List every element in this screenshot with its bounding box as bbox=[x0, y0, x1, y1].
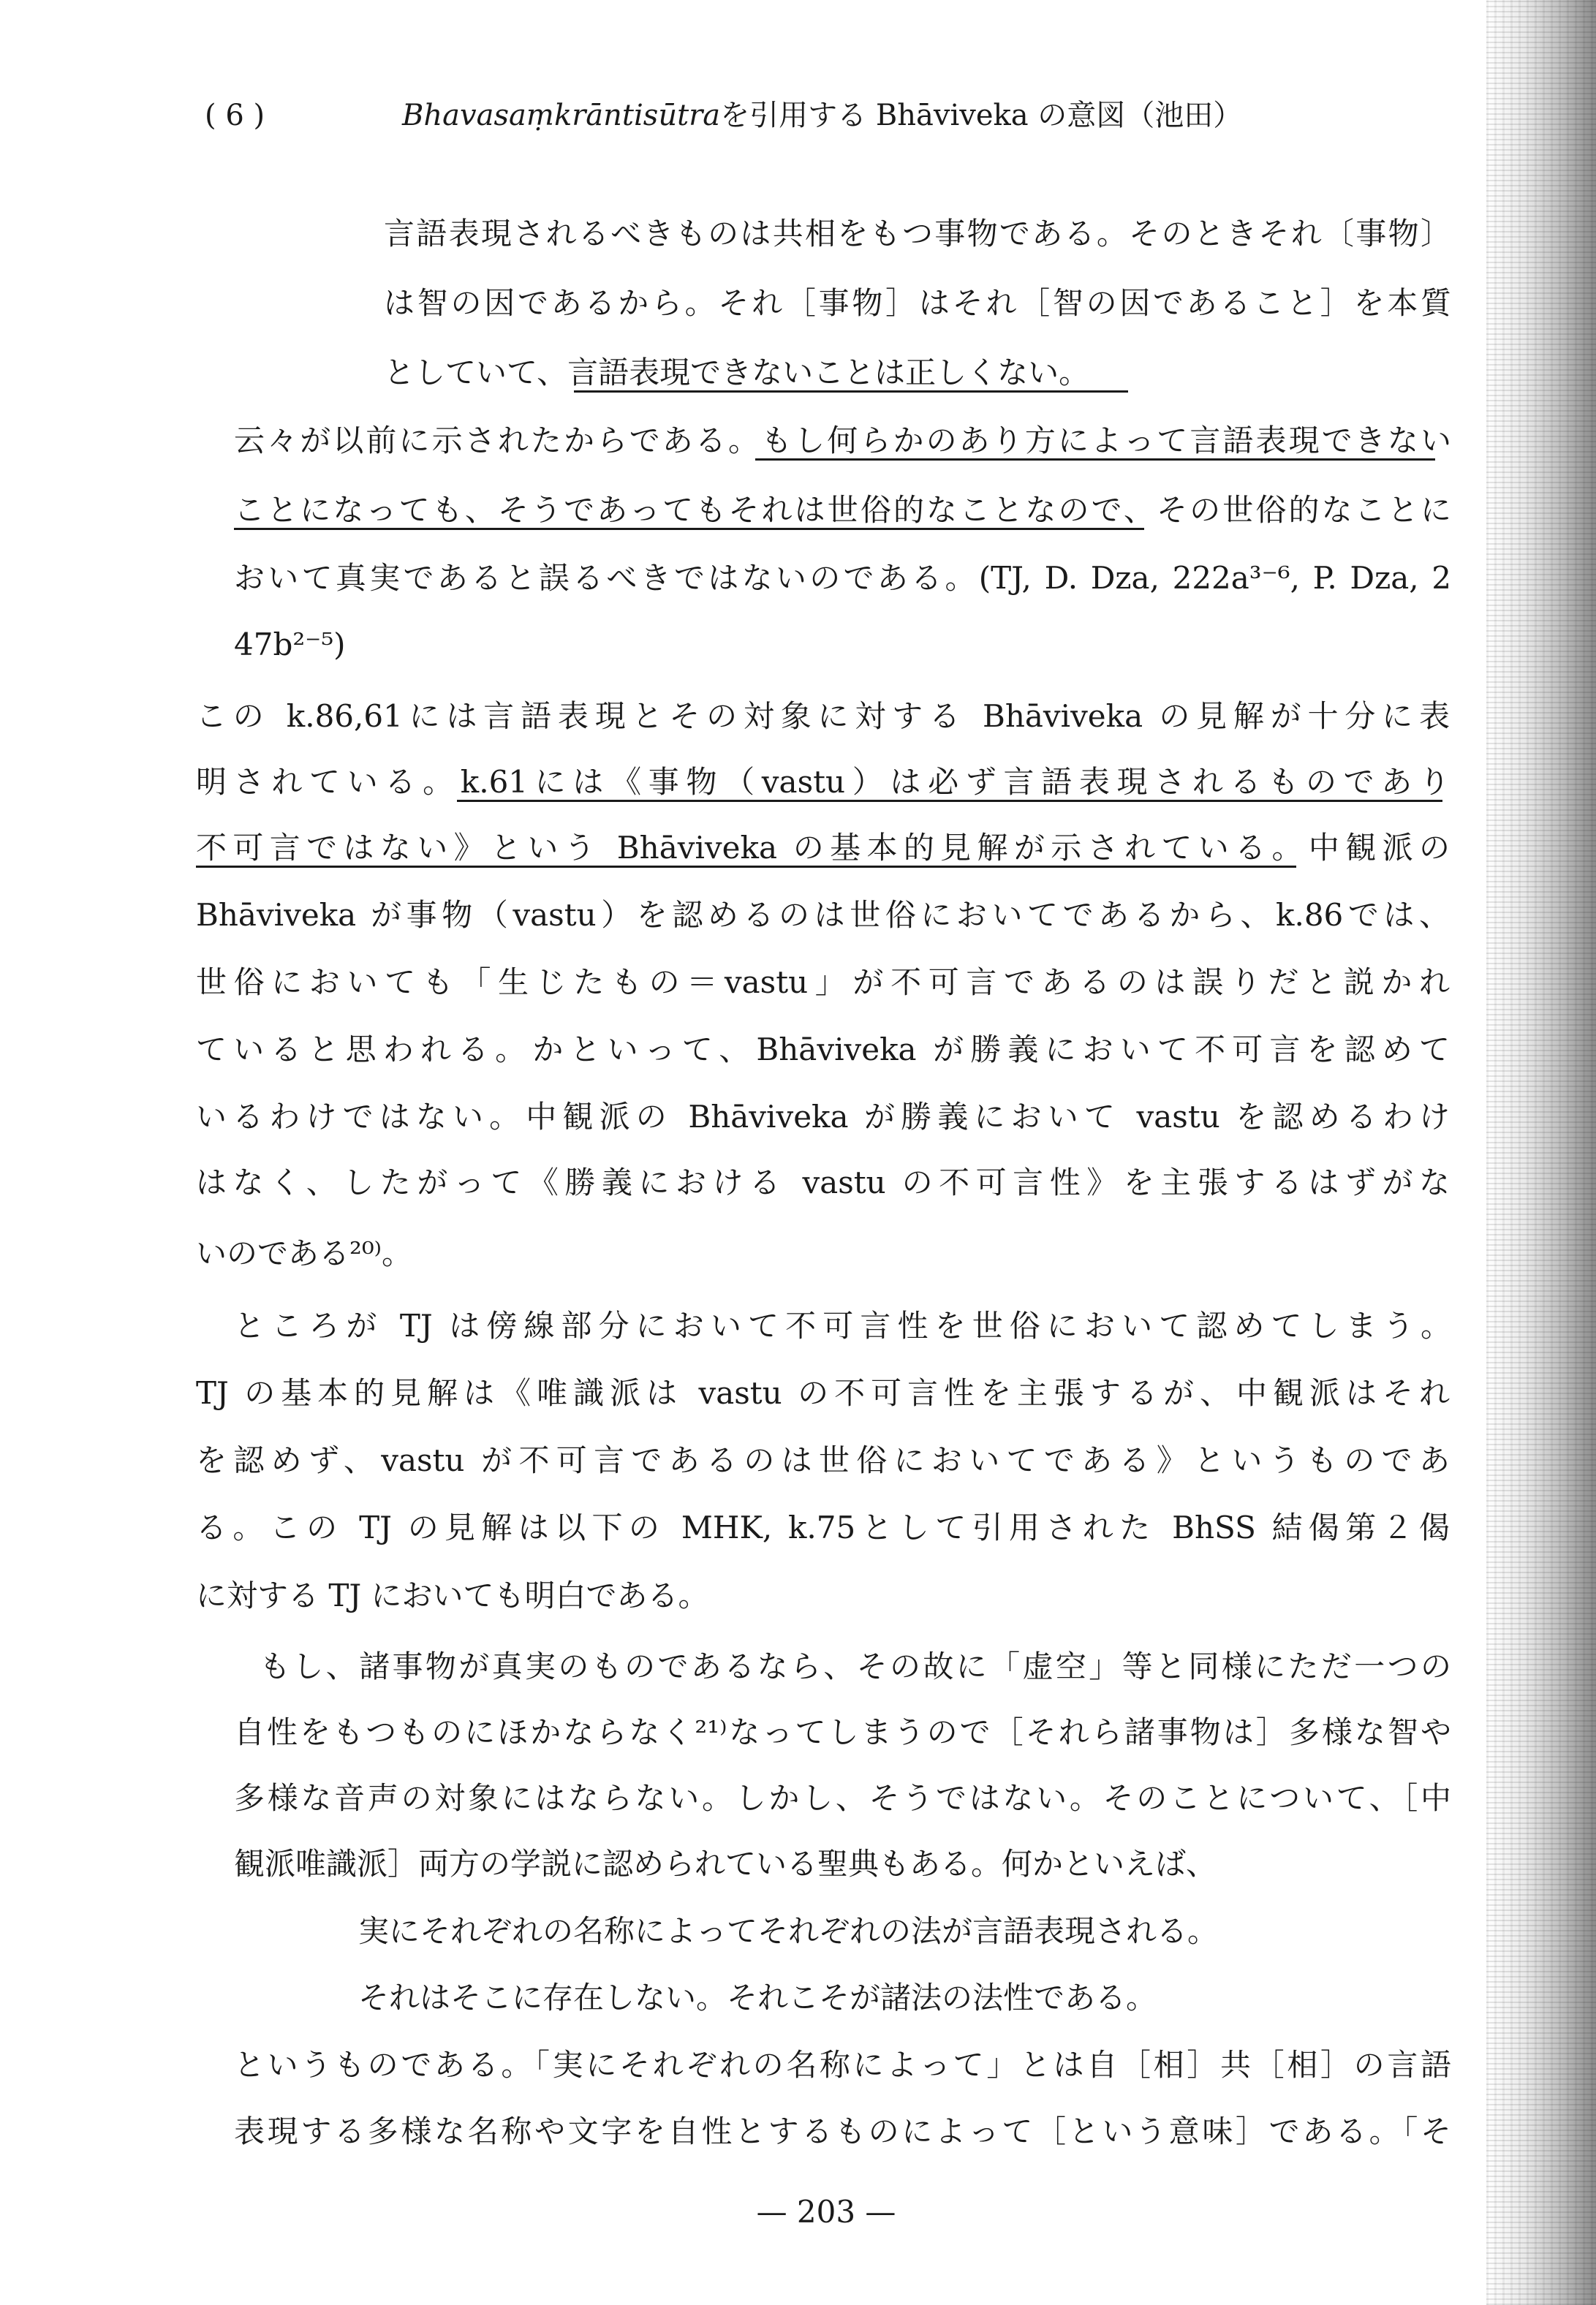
body-line-13: る。この TJ の見解は以下の MHK, k.75として引用された BhSS 結偈第２偈 bbox=[196, 1510, 1450, 1545]
header-title-italic: Bhavasaṃkrāntisūtra bbox=[402, 99, 721, 132]
citation-line-3: おいて真実であると誤るべきではないのである。(TJ, D. Dza, 222a³⁻⁶, P. Dza, 2 bbox=[234, 560, 1451, 596]
page-number: — 203 — bbox=[756, 2194, 896, 2230]
verse-line-2: それはそこに存在しない。それこそが諸法の法性である。 bbox=[358, 1980, 1157, 2016]
body-line-12: を認めず、vastu が不可言であるのは世俗においてである》というものであ bbox=[196, 1442, 1450, 1478]
body-line-5: 世俗においても「生じたもの＝vastu」が不可言であるのは誤りだと説かれ bbox=[196, 964, 1450, 1000]
quote-line-3: としていて、言語表現できないことは正しくない。 bbox=[384, 355, 1090, 390]
body-line-3: 不可言ではない》という Bhāviveka の基本的見解が示されている。中観派の bbox=[196, 830, 1450, 866]
header-title-rest: を引用する Bhāviveka の意図（池田） bbox=[720, 99, 1243, 132]
citation-line-2: ことになっても、そうであってもそれは世俗的なことなので、その世俗的なことに bbox=[234, 492, 1451, 528]
body-line-11: TJ の基本的見解は《唯識派は vastu の不可言性を主張するが、中観派はそれ bbox=[196, 1375, 1450, 1411]
verse-line-1: 実にそれぞれの名称によってそれぞれの法が言語表現される。 bbox=[358, 1913, 1219, 1949]
citation-line-1: 云々が以前に示されたからである。もし何らかのあり方によって言語表現できない bbox=[234, 423, 1451, 458]
underline bbox=[574, 390, 1128, 393]
body-line-7: いるわけではない。中観派の Bhāviveka が勝義において vastu を認めるわけ bbox=[196, 1099, 1450, 1135]
citation2-line-3: 多様な音声の対象にはならない。しかし、そうではない。そのことについて、［中 bbox=[234, 1780, 1451, 1816]
body-line-6: ていると思われる。かといって、Bhāviveka が勝義において不可言を認めて bbox=[196, 1032, 1450, 1067]
underline bbox=[457, 800, 1442, 802]
underline bbox=[234, 528, 1144, 530]
scan-shadow-edge bbox=[1486, 0, 1596, 2305]
underline bbox=[196, 866, 1296, 868]
underline bbox=[755, 458, 1435, 461]
quote-line-2: は智の因であるから。それ［事物］はそれ［智の因であること］を本質 bbox=[384, 285, 1451, 321]
quote-line-1: 言語表現されるべきものは共相をもつ事物である。そのときそれ〔事物〕 bbox=[384, 216, 1451, 251]
body-line-10: ところが TJ は傍線部分において不可言性を世俗において認めてしまう。 bbox=[234, 1308, 1451, 1344]
body-line-8: はなく、したがって《勝義における vastu の不可言性》を主張するはずがな bbox=[196, 1165, 1450, 1200]
header-title bbox=[402, 94, 1242, 137]
body-line-4: Bhāviveka が事物（vastu）を認めるのは世俗においてであるから、k.86では、 bbox=[196, 897, 1450, 933]
citation2-line-5: というものである。「実にそれぞれの名称によって」とは自［相］共［相］の言語 bbox=[234, 2047, 1451, 2083]
running-header bbox=[205, 94, 1462, 137]
citation-line-4: 47b²⁻⁵) bbox=[234, 627, 346, 662]
citation2-line-6: 表現する多様な名称や文字を自性とするものによって［という意味］である。「そ bbox=[234, 2113, 1451, 2149]
body-line-14: に対する TJ においても明白である。 bbox=[196, 1578, 709, 1613]
citation2-line-4: 観派唯識派］両方の学説に認められている聖典もある。何かといえば、 bbox=[234, 1846, 1217, 1882]
body-line-9: いのである²⁰⁾。 bbox=[196, 1235, 412, 1271]
header-page-ref: ( 6 ) bbox=[205, 99, 265, 132]
citation2-line-2: 自性をもつものにほかならなく²¹⁾なってしまうので［それら諸事物は］多様な智や bbox=[234, 1714, 1451, 1750]
body-line-1: この k.86,61には言語表現とその対象に対する Bhāviveka の見解が十分に表 bbox=[196, 698, 1450, 734]
body-line-2: 明されている。k.61には《事物（vastu）は必ず言語表現されるものであり bbox=[196, 764, 1450, 800]
citation2-line-1: もし、諸事物が真実のものであるなら、その故に「虚空」等と同様にただ一つの bbox=[260, 1649, 1451, 1684]
